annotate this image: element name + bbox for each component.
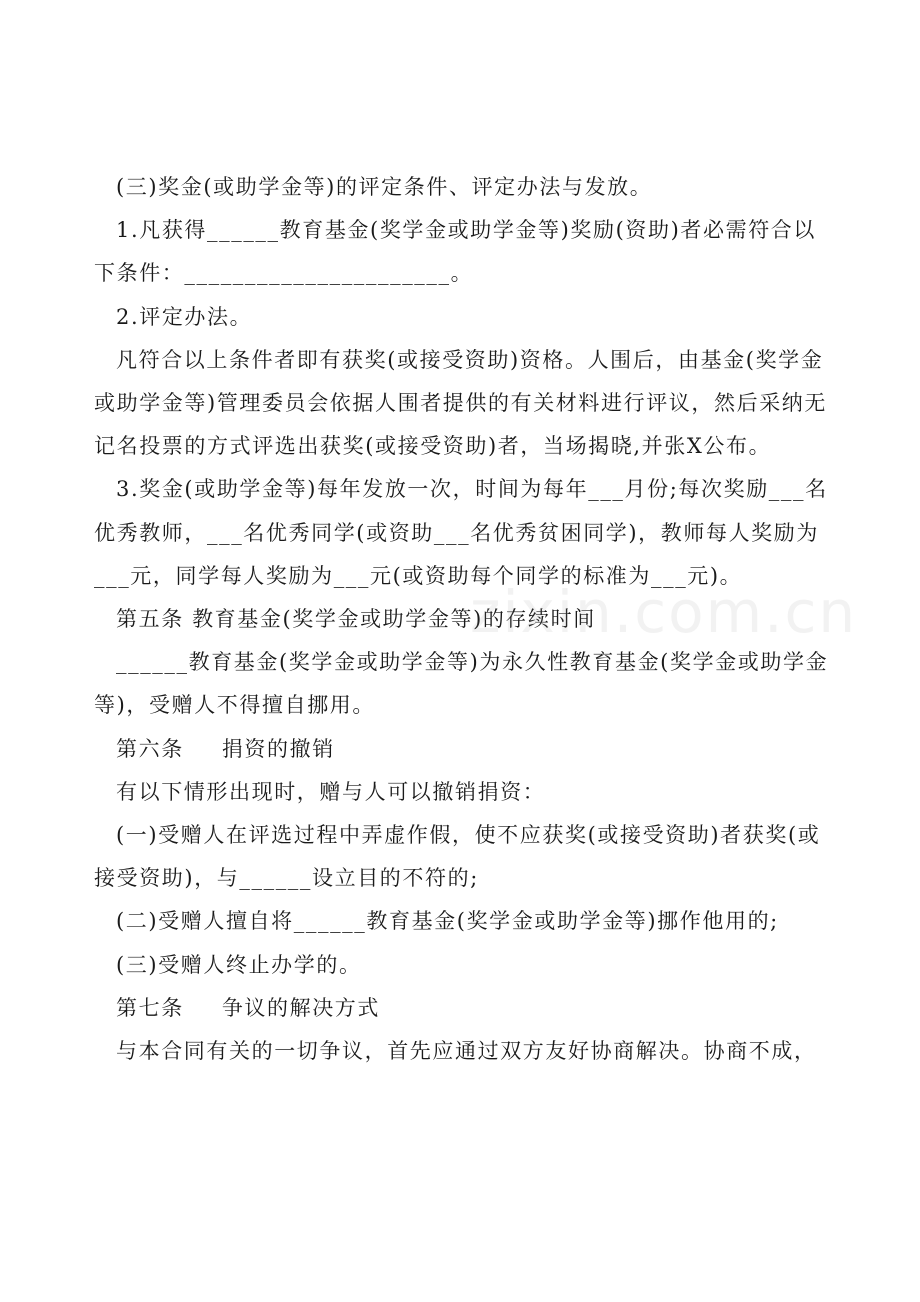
paragraph-revocation-case-two: (二)受赠人擅自将______教育基金(奖学金或助学金等)挪作他用的;: [116, 909, 779, 934]
paragraph-item-1-conditions: 1.凡获得______教育基金(奖学金或助学金等)奖励(资助)者必需符合以下条件：______________________。: [94, 218, 817, 286]
article-seven-number: 第七条: [116, 995, 184, 1020]
watermark-logo: zixin.com.cn: [470, 578, 858, 646]
paragraph-revocation-case-one: (一)受赠人在评选过程中弄虚作假，使不应获奖(或接受资助)者获奖(或接受资助)，与______设立目的不符的;: [94, 823, 821, 891]
paragraph-revocation-case-three: (三)受赠人终止办学的。: [116, 952, 362, 977]
paragraph-revocation-intro: 有以下情形出现时，赠与人可以撤销捐资：: [116, 779, 546, 804]
paragraph-dispute-resolution: 与本合同有关的一切争议，首先应通过双方友好协商解决。协商不成，: [116, 1039, 817, 1064]
paragraph-section-three-heading: (三)奖金(或助学金等)的评定条件、评定办法与发放。: [116, 175, 653, 199]
paragraph-permanent-fund: ______教育基金(奖学金或助学金等)为永久性教育基金(奖学金或助学金等)，受赠人不得擅自挪用。: [94, 650, 829, 718]
paragraph-item-2-method: 2.评定办法。: [116, 304, 253, 329]
article-seven-heading: [94, 987, 830, 1030]
article-seven-title: 争议的解决方式: [221, 995, 381, 1020]
article-six-title: 捐资的撤销: [221, 736, 335, 761]
article-five-heading: 第五条 教育基金(奖学金或助学金等)的存续时间: [116, 607, 596, 632]
article-six-heading: [94, 728, 830, 771]
paragraph-evaluation-process: 凡符合以上条件者即有获奖(或接受资助)资格。人围后，由基金(奖学金或助学金等)管理委员会依据人围者提供的有关材料进行评议，然后采纳无记名投票的方式评选出获奖(或接受资助)者，当场揭晓,并张X公布。: [94, 347, 827, 459]
document-body: [94, 166, 830, 1073]
article-six-number: 第六条: [116, 736, 184, 761]
paragraph-item-3-disbursement: 3.奖金(或助学金等)每年发放一次，时间为每年___月份;每次奖励___名优秀教师，___名优秀同学(或资助___名优秀贫困同学)，教师每人奖励为___元，同学每人奖励为___元(或资助每个同学的标准为___元)。: [94, 477, 828, 588]
